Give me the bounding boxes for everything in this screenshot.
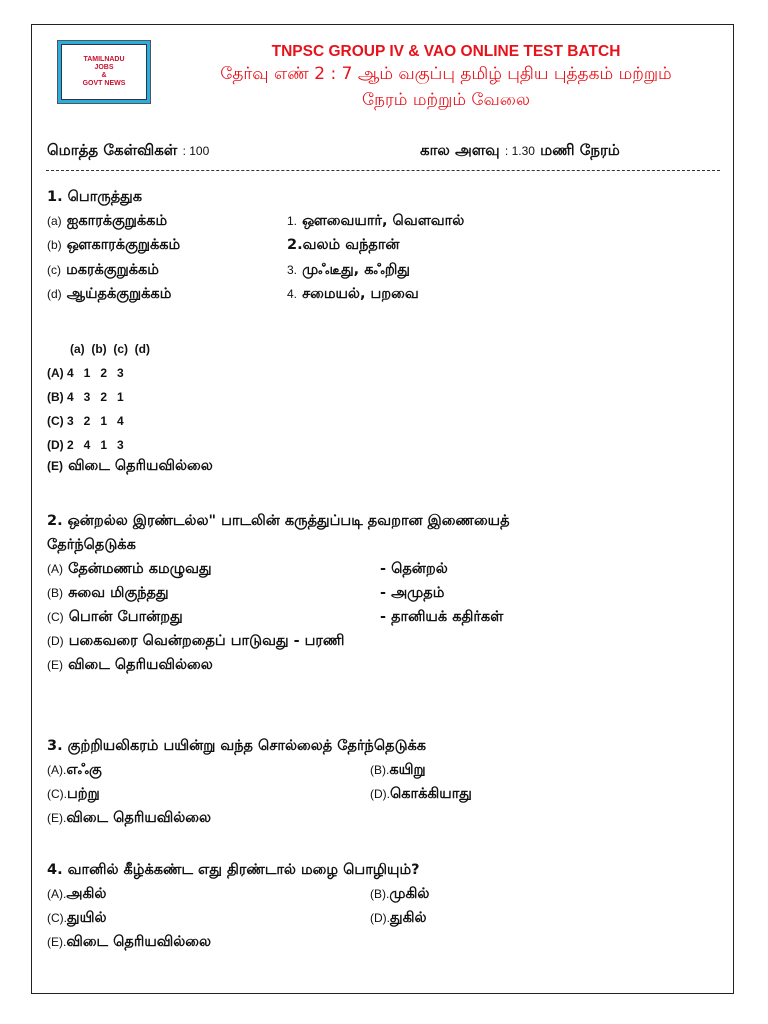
q4-option-d[interactable]: (D).துகில் <box>370 910 427 926</box>
q4-option-b[interactable]: (B).முகில் <box>370 886 430 902</box>
total-questions: மொத்த கேள்விகள் : 100 <box>47 141 210 159</box>
q2-option-a[interactable]: (A) தேன்மணம் கமழுவது <box>47 561 212 577</box>
q2-option-e[interactable]: (E) விடை தெரியவில்லை <box>47 657 213 673</box>
header-title-tamil-line2: நேரம் மற்றும் வேலை <box>362 90 530 110</box>
q3-option-e[interactable]: (E).விடை தெரியவில்லை <box>47 810 212 826</box>
q1-left-item: (d) ஆய்தக்குறுக்கம் <box>47 286 172 302</box>
q1-right-item: 2.வலம் வந்தான் <box>287 237 400 253</box>
q1-right-item: 3. முஃடீது, கஃறிது <box>287 262 410 278</box>
time-duration: கால அளவு : 1.30 மணி நேரம் <box>420 141 620 159</box>
q4-option-a[interactable]: (A).அகில் <box>47 886 107 902</box>
header-title-tamil-line1: தேர்வு எண் 2 : 7 ஆம் வகுப்பு தமிழ் புதிய புத்தகம் மற்றும் <box>220 64 672 84</box>
q2-option-c-pair: - தானியக் கதிர்கள் <box>380 609 504 625</box>
question-2-title-cont: தேர்ந்தெடுக்க <box>47 537 136 553</box>
q3-option-c[interactable]: (C).பற்று <box>47 786 100 802</box>
q3-option-d[interactable]: (D).கொக்கியாது <box>370 786 472 802</box>
site-logo <box>57 40 151 104</box>
question-1-title: 1. பொருத்துக <box>47 189 143 205</box>
q1-left-item: (a) ஐகாரக்குறுக்கம் <box>47 213 168 229</box>
q1-option-c[interactable]: (C) 3 2 1 4 <box>47 414 124 428</box>
q2-option-c[interactable]: (C) பொன் போன்றது <box>47 609 183 625</box>
q4-option-e[interactable]: (E).விடை தெரியவில்லை <box>47 934 212 950</box>
q1-option-e[interactable]: (E) விடை தெரியவில்லை <box>47 458 213 474</box>
q1-left-item: (c) மகரக்குறுக்கம் <box>47 262 159 278</box>
q3-option-b[interactable]: (B).கயிறு <box>370 762 426 778</box>
q4-option-c[interactable]: (C).துயில் <box>47 910 107 926</box>
logo-text: TAMILNADU JOBS & GOVT NEWS <box>61 44 147 100</box>
q1-right-item: 1. ஔவையார், வௌவால் <box>287 213 465 229</box>
separator-line <box>46 170 720 171</box>
q1-option-b[interactable]: (B) 4 3 2 1 <box>47 390 124 404</box>
q1-option-d[interactable]: (D) 2 4 1 3 <box>47 438 124 452</box>
question-2-title: 2. ஒன்றல்ல இரண்டல்ல" பாடலின் கருத்துப்படி தவறான இணையைத் <box>47 513 510 529</box>
q1-option-a[interactable]: (A) 4 1 2 3 <box>47 366 124 380</box>
q2-option-b-pair: - அமுதம் <box>380 585 445 601</box>
question-4-title: 4. வானில் கீழ்க்கண்ட எது திரண்டால் மழை பொழியும்? <box>47 862 420 878</box>
q2-option-b[interactable]: (B) சுவை மிகுந்தது <box>47 585 169 601</box>
q1-right-item: 4. சமையல், பறவை <box>287 286 419 302</box>
q3-option-a[interactable]: (A).எஃகு <box>47 762 102 778</box>
q1-left-item: (b) ஔகாரக்குறுக்கம் <box>47 237 181 253</box>
header-title-english: TNPSC GROUP IV & VAO ONLINE TEST BATCH <box>271 43 621 60</box>
q1-answer-header: (a) (b) (c) (d) <box>70 342 150 356</box>
q2-option-a-pair: - தென்றல் <box>380 561 448 577</box>
question-3-title: 3. குற்றியலிகரம் பயின்று வந்த சொல்லைத் தேர்ந்தெடுக்க <box>47 738 427 754</box>
q2-option-d[interactable]: (D) பகைவரை வென்றதைப் பாடுவது - பரணி <box>47 633 345 649</box>
